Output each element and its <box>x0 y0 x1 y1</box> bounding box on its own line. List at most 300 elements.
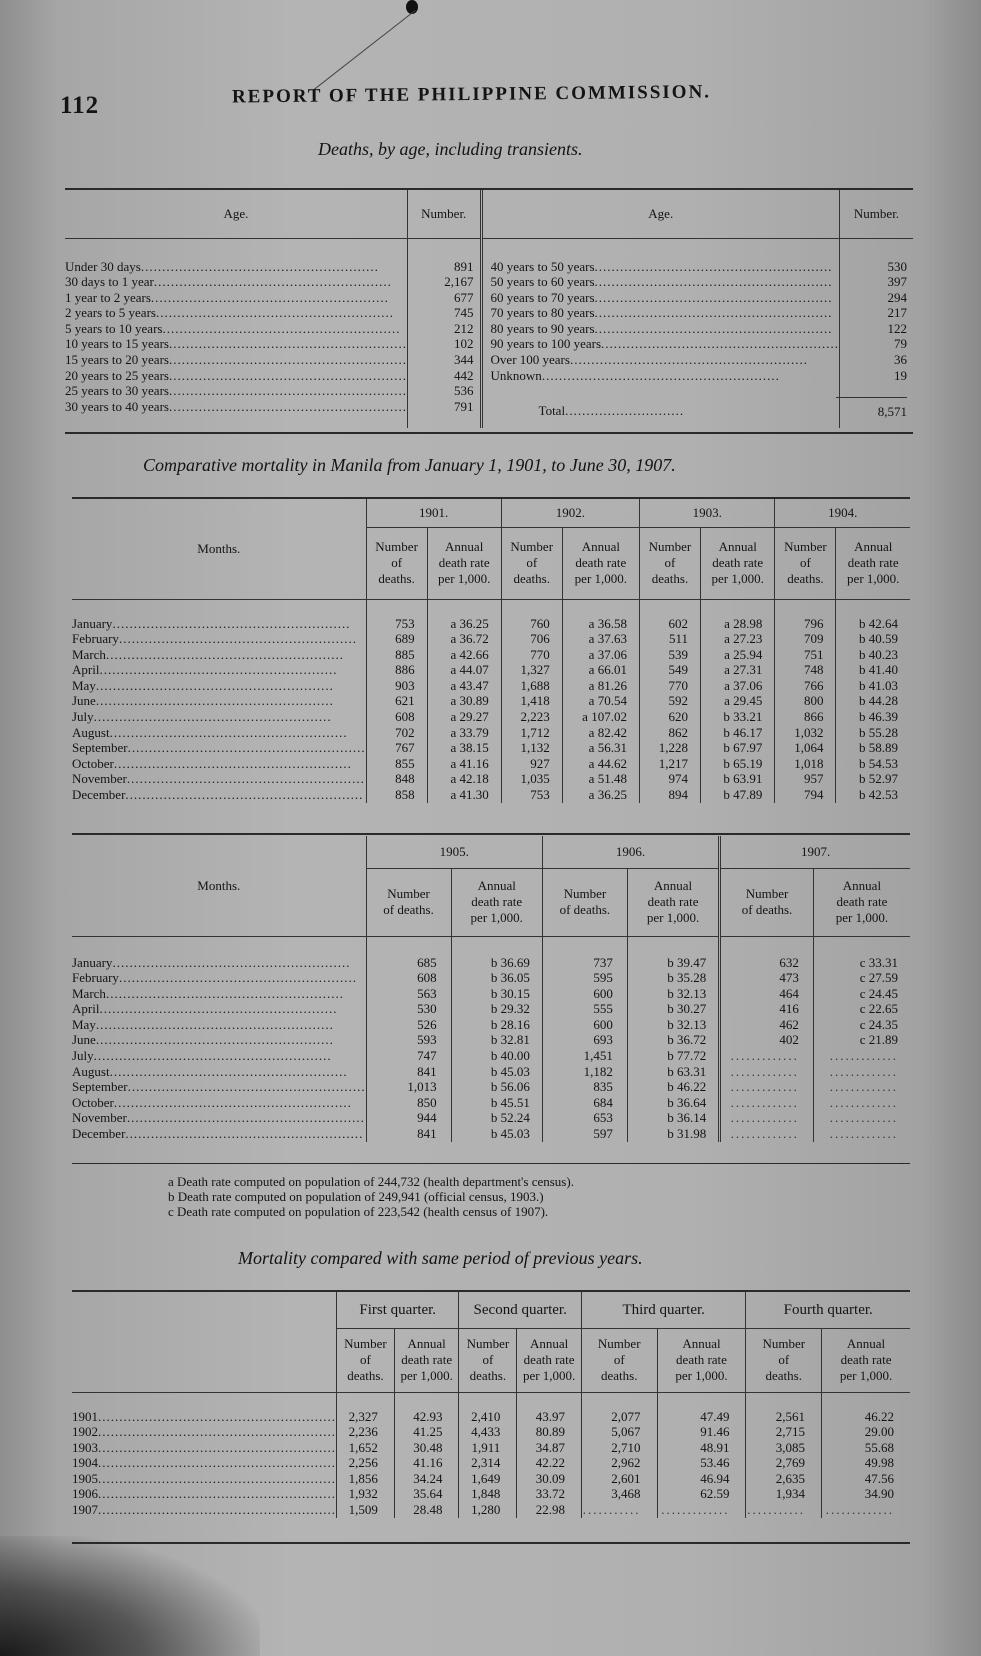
rate-value: a 70.54 <box>588 693 627 709</box>
age-row-label: 1 year to 2 years <box>65 289 151 305</box>
deaths-value: 4,433 <box>471 1424 501 1440</box>
year-header: 1902. <box>501 499 639 527</box>
mortality-1901-1904-table <box>72 499 910 803</box>
number-of-deaths-header <box>542 868 627 936</box>
rate-value: b 67.97 <box>723 740 763 756</box>
month-row-label: March <box>72 985 106 1001</box>
header-line: Number <box>597 1336 641 1351</box>
rate-value: b 63.31 <box>667 1063 707 1079</box>
leader-dots: ........................................................ <box>118 970 357 986</box>
rate-value: a 27.31 <box>724 662 763 678</box>
header-line: of <box>778 1352 790 1367</box>
age-row-label: 30 days to 1 year <box>65 274 154 290</box>
month-row-label: November <box>72 771 127 787</box>
leader-dots: ........................................................ <box>162 320 401 336</box>
month-row <box>72 740 366 756</box>
rate-column <box>700 599 774 803</box>
rate-value: b 56.06 <box>490 1079 530 1095</box>
death-rate-header <box>562 527 639 599</box>
year-row-label: 1903 <box>72 1439 98 1455</box>
month-row <box>72 709 366 725</box>
month-row <box>72 662 366 678</box>
table1-caption: Deaths, by age, including transients. <box>318 139 583 159</box>
year-row-label: 1902 <box>72 1424 98 1440</box>
age-row-label: 10 years to 15 years <box>65 336 169 352</box>
rate-value: 55.68 <box>864 1439 894 1455</box>
header-line: per 1,000. <box>847 571 900 586</box>
leader-dots: ........................................................ <box>594 305 833 321</box>
age-left-labels <box>65 238 407 428</box>
header-line: of <box>360 1352 371 1367</box>
quarter-header: Fourth quarter. <box>746 1292 910 1328</box>
age-row <box>491 290 839 306</box>
rate-value: 34.24 <box>413 1470 443 1486</box>
year-row-label: 1904 <box>72 1455 98 1471</box>
age-count: 891 <box>454 258 474 274</box>
rate-value: a 41.16 <box>450 755 489 771</box>
header-line: Annual <box>581 539 620 554</box>
deaths-value: 885 <box>395 646 415 662</box>
rate-value: 30.09 <box>535 1470 565 1486</box>
year-row-label: 1907 <box>72 1502 98 1518</box>
age-row-label: 25 years to 30 years <box>65 383 169 399</box>
rate-value: 46.94 <box>700 1470 730 1486</box>
age-row-label: 30 years to 40 years <box>65 398 169 414</box>
year-header: 1905. <box>366 836 542 868</box>
blank-cell: ............. <box>730 1094 799 1110</box>
header-line: death rate <box>438 555 490 570</box>
header-line: Number <box>510 539 554 554</box>
deaths-value: 1,064 <box>794 740 824 756</box>
leader-dots: ........................................................ <box>126 1110 365 1126</box>
death-rate-header <box>657 1328 746 1392</box>
rate-value: b 46.39 <box>859 709 898 725</box>
rate-value: c 24.45 <box>859 985 898 1001</box>
rate-value: b 35.28 <box>667 970 707 986</box>
deaths-value: 848 <box>395 771 415 787</box>
page-number: 112 <box>60 92 100 119</box>
table2-caption: Comparative mortality in Manila from January 1, 1901, to June 30, 1907. <box>143 455 676 475</box>
deaths-value: 462 <box>779 1016 799 1032</box>
leader-dots: ........................................................ <box>95 1016 334 1032</box>
deaths-value: 2,327 <box>348 1408 378 1424</box>
year-row-label: 1901 <box>72 1408 98 1424</box>
deaths-value: 1,032 <box>794 724 824 740</box>
year-header: 1901. <box>366 499 501 527</box>
header-line: Number <box>745 886 789 901</box>
rate-value: 41.16 <box>413 1455 443 1471</box>
deaths-value: 858 <box>395 787 415 803</box>
header-line: of <box>526 555 538 570</box>
rate-value: b 28.16 <box>490 1016 530 1032</box>
age-row <box>65 290 407 306</box>
deaths-value: 709 <box>803 631 824 647</box>
total-value: 8,571 <box>877 404 907 420</box>
rate-value: a 36.58 <box>588 615 627 631</box>
age-row <box>65 321 407 337</box>
leader-dots: ........................................................ <box>168 352 407 368</box>
year-row <box>72 1424 336 1440</box>
deaths-value: 2,256 <box>348 1455 378 1471</box>
header-line: Number <box>375 539 418 554</box>
deaths-value: 2,710 <box>611 1439 641 1455</box>
footnote-c: c Death rate computed on population of 223,542 (health census of 1907). <box>168 1204 549 1219</box>
rate-value: b 44.28 <box>859 693 898 709</box>
deaths-value: 684 <box>593 1094 613 1110</box>
blank-cell: ............. <box>829 1110 898 1126</box>
age-row-label: 40 years to 50 years <box>490 258 595 274</box>
blank-cell: ............. <box>730 1110 799 1126</box>
header-line: Number <box>563 886 607 901</box>
header-line: Annual <box>477 878 516 893</box>
leader-dots: ........................................................ <box>601 336 839 352</box>
rate-value: b 45.03 <box>490 1063 530 1079</box>
header-line: Annual <box>445 539 484 554</box>
deaths-value: 608 <box>395 709 415 725</box>
age-row <box>491 336 839 352</box>
deaths-value: 767 <box>395 740 415 756</box>
year-row <box>72 1502 336 1518</box>
rate-value: 91.46 <box>700 1424 730 1440</box>
leader-dots: ........................................................ <box>98 1439 336 1455</box>
deaths-value: 957 <box>803 771 824 787</box>
month-row-label: July <box>72 709 94 725</box>
blank-cell: ........... <box>582 1502 641 1518</box>
leader-dots: ........................................................ <box>98 1455 336 1471</box>
age-row-label: 20 years to 25 years <box>65 367 169 383</box>
rate-value: 34.90 <box>864 1486 894 1502</box>
header-line: Annual <box>718 539 757 554</box>
deaths-value: 927 <box>530 755 550 771</box>
age-row <box>491 321 839 337</box>
month-row <box>72 1001 366 1017</box>
header-line: of deaths. <box>383 902 434 917</box>
deaths-value: 1,932 <box>348 1486 378 1502</box>
rate-value: 33.72 <box>535 1486 565 1502</box>
header-line: death rate <box>647 894 699 909</box>
running-head: REPORT OF THE PHILIPPINE COMMISSION. <box>231 81 712 108</box>
blank-cell: ............. <box>829 1048 898 1064</box>
leader-dots: ........................................................ <box>594 274 833 290</box>
deaths-value: 600 <box>593 1016 613 1032</box>
age-count: 294 <box>887 289 907 305</box>
deaths-value: 685 <box>417 954 437 970</box>
age-row <box>65 274 407 290</box>
deaths-column <box>581 1392 657 1518</box>
deaths-value: 1,327 <box>520 662 550 678</box>
leader-dots: ........................................................ <box>105 646 344 662</box>
rate-value: b 47.89 <box>723 787 763 803</box>
leader-dots: ........................................................ <box>127 1079 366 1095</box>
month-row-label: June <box>72 1032 96 1048</box>
age-row <box>491 368 839 384</box>
deaths-value: 760 <box>530 615 550 631</box>
rate-value: b 40.23 <box>859 646 898 662</box>
rate-value: b 40.00 <box>490 1048 530 1064</box>
rate-value: 34.87 <box>535 1439 565 1455</box>
rate-value: a 33.79 <box>450 724 489 740</box>
death-rate-header <box>813 868 910 936</box>
header-line: per 1,000. <box>400 1368 453 1383</box>
rate-value: b 46.22 <box>667 1079 707 1095</box>
age-row <box>65 336 407 352</box>
deaths-value: 1,280 <box>471 1502 501 1518</box>
blank-cell: ............. <box>661 1502 730 1518</box>
header-line: per 1,000. <box>574 571 628 586</box>
leader-dots: ........................................................ <box>168 336 407 352</box>
age-row <box>65 305 407 321</box>
age-count: 122 <box>887 320 907 336</box>
deaths-column <box>337 1392 395 1518</box>
number-of-deaths-header <box>501 527 562 599</box>
deaths-value: 511 <box>668 631 688 647</box>
rule <box>72 1163 910 1164</box>
month-row <box>72 1032 366 1048</box>
deaths-value: 1,132 <box>520 740 550 756</box>
deaths-value: 3,468 <box>611 1486 641 1502</box>
deaths-value: 2,410 <box>471 1408 501 1424</box>
age-row-label: Under 30 days <box>65 258 141 274</box>
leader-dots: ........................................................ <box>109 1063 348 1079</box>
month-row <box>72 1017 366 1033</box>
leader-dots: ........................................................ <box>98 1470 336 1486</box>
rate-value: 42.22 <box>535 1455 565 1471</box>
age-row <box>491 259 839 275</box>
month-row <box>72 787 366 803</box>
deaths-value: 693 <box>593 1032 613 1048</box>
blank-cell: ............. <box>730 1079 799 1095</box>
scan-shadow <box>0 1536 260 1656</box>
rate-value: b 29.32 <box>490 1001 530 1017</box>
age-count: 36 <box>894 352 907 368</box>
year-row <box>72 1471 336 1487</box>
rate-value: 42.93 <box>413 1408 443 1424</box>
header-line: deaths. <box>469 1368 507 1383</box>
deaths-column <box>775 599 836 803</box>
rate-value: a 56.31 <box>588 740 627 756</box>
number-of-deaths-header <box>639 527 700 599</box>
rate-value: a 37.06 <box>588 646 627 662</box>
rate-value: b 41.40 <box>859 662 898 678</box>
col-age: Age. <box>65 190 407 238</box>
leader-dots: ........................................................ <box>98 1424 336 1440</box>
age-row <box>65 399 407 415</box>
rate-value: b 30.27 <box>667 1001 707 1017</box>
deaths-value: 555 <box>593 1001 613 1017</box>
rate-value: a 28.98 <box>724 615 763 631</box>
blank-cell: ............. <box>829 1126 898 1142</box>
year-row <box>72 1440 336 1456</box>
age-row-label: Unknown <box>490 367 542 383</box>
blank-cell: ............. <box>829 1094 898 1110</box>
year-row <box>72 1455 336 1471</box>
deaths-value: 689 <box>395 631 415 647</box>
deaths-value: 597 <box>593 1126 613 1142</box>
deaths-value: 747 <box>417 1048 437 1064</box>
age-count: 442 <box>454 367 474 383</box>
deaths-value: 2,223 <box>520 709 550 725</box>
death-rate-header <box>700 527 774 599</box>
deaths-column <box>366 599 427 803</box>
month-row-label: April <box>72 1001 100 1017</box>
header-line: per 1,000. <box>839 1368 893 1383</box>
header-line: Number <box>387 886 430 901</box>
header-line: per 1,000. <box>437 571 491 586</box>
leader-dots: ........................................................ <box>127 740 366 756</box>
deaths-value: 563 <box>417 985 437 1001</box>
year-row-label: 1905 <box>72 1470 98 1486</box>
deaths-value: 751 <box>803 646 824 662</box>
month-row-label: October <box>72 755 114 771</box>
rate-value: a 36.25 <box>450 615 489 631</box>
age-count: 397 <box>887 274 907 290</box>
month-row-label: April <box>72 662 100 678</box>
age-count: 2,167 <box>444 274 474 290</box>
rate-value: 43.97 <box>535 1408 565 1424</box>
month-row-label: September <box>72 1079 128 1095</box>
month-labels <box>72 936 366 1142</box>
deaths-value: 2,601 <box>611 1470 641 1486</box>
age-count: 530 <box>887 258 907 274</box>
age-right-labels <box>481 238 839 428</box>
deaths-value: 416 <box>779 1001 799 1017</box>
deaths-value: 855 <box>395 755 415 771</box>
leader-dots: ........................................................ <box>105 985 344 1001</box>
rate-value: a 42.18 <box>450 771 489 787</box>
leader-dots: ........................................................ <box>168 383 407 399</box>
rate-column <box>627 936 719 1142</box>
rate-value: b 46.17 <box>723 724 763 740</box>
rate-value: b 40.59 <box>859 631 898 647</box>
rate-value: b 65.19 <box>723 755 763 771</box>
leader-dots: ........................................................ <box>112 615 351 631</box>
rate-value: a 43.47 <box>450 677 489 693</box>
deaths-value: 2,962 <box>611 1455 641 1471</box>
rate-value: 47.49 <box>700 1408 730 1424</box>
rate-value: a 37.06 <box>724 677 763 693</box>
rate-value: 48.91 <box>700 1439 730 1455</box>
deaths-column <box>542 936 627 1142</box>
month-row-label: December <box>72 787 126 803</box>
rule <box>72 1542 910 1544</box>
deaths-value: 850 <box>417 1094 437 1110</box>
header-line: deaths. <box>513 571 550 586</box>
deaths-value: 2,715 <box>775 1424 806 1440</box>
leader-dots: ........................................................ <box>168 398 407 414</box>
age-count: 791 <box>454 398 474 414</box>
rate-value: a 44.62 <box>588 755 627 771</box>
deaths-value: 841 <box>417 1126 437 1142</box>
blank-cell: ............. <box>730 1063 799 1079</box>
footnote-b: b Death rate computed on population of 249,941 (official census, 1903.) <box>168 1189 544 1204</box>
rule <box>72 833 910 835</box>
rate-value: b 39.47 <box>667 954 707 970</box>
col-age-right: Age. <box>481 190 839 238</box>
rate-value: 47.56 <box>864 1470 894 1486</box>
leader-dots: ........................................................ <box>98 1486 336 1502</box>
header-line: deaths. <box>347 1368 384 1383</box>
header-line: Number <box>648 539 692 554</box>
total-row: Total............................ <box>538 403 685 419</box>
header-line: of <box>800 555 811 570</box>
deaths-value: 632 <box>779 954 799 970</box>
header-line: death rate <box>836 894 888 909</box>
rate-value: c 22.65 <box>859 1001 898 1017</box>
deaths-value: 653 <box>593 1110 613 1126</box>
age-count: 212 <box>454 320 474 336</box>
deaths-value: 974 <box>668 771 688 787</box>
number-of-deaths-header <box>337 1328 395 1392</box>
deaths-value: 706 <box>530 631 550 647</box>
rate-value: b 63.91 <box>723 771 763 787</box>
deaths-column <box>459 1392 517 1518</box>
leader-dots: ........................................................ <box>98 1408 336 1424</box>
age-row-label: 5 years to 10 years <box>65 320 163 336</box>
rate-value: b 36.72 <box>667 1032 707 1048</box>
deaths-value: 1,418 <box>520 693 550 709</box>
rate-value: b 36.64 <box>667 1094 707 1110</box>
header-line: Number <box>762 1336 806 1351</box>
rate-value: b 45.51 <box>490 1094 530 1110</box>
rate-column <box>836 599 910 803</box>
deaths-value: 2,561 <box>775 1408 806 1424</box>
header-line: Annual <box>653 878 693 893</box>
month-labels <box>72 599 366 803</box>
month-row-label: August <box>72 724 110 740</box>
month-row-label: November <box>72 1110 127 1126</box>
deaths-value: 2,077 <box>611 1408 641 1424</box>
rate-value: a 30.89 <box>450 693 489 709</box>
deaths-value: 894 <box>668 787 688 803</box>
year-header: 1907. <box>720 836 910 868</box>
quarterly-mortality-table <box>72 1292 910 1518</box>
leader-dots: ........................................................ <box>569 352 808 368</box>
table3-caption: Mortality compared with same period of previous years. <box>238 1248 643 1268</box>
month-row-label: February <box>72 970 119 986</box>
age-row-label: Over 100 years <box>490 352 570 368</box>
deaths-value: 886 <box>395 662 415 678</box>
age-left-numbers <box>407 238 481 428</box>
age-row-label: 2 years to 5 years <box>65 305 156 321</box>
rate-value: b 41.03 <box>859 677 898 693</box>
rate-value: b 36.05 <box>490 970 530 986</box>
header-line: per 1,000. <box>522 1368 576 1383</box>
deaths-value: 903 <box>395 677 415 693</box>
death-rate-header <box>822 1328 910 1392</box>
age-row <box>65 368 407 384</box>
rate-value: b 77.72 <box>667 1048 707 1064</box>
deaths-value: 866 <box>803 709 824 725</box>
header-line: death rate <box>676 1352 727 1367</box>
deaths-value: 621 <box>395 693 415 709</box>
header-line: death rate <box>401 1352 453 1367</box>
leader-dots: ........................................................ <box>113 1094 352 1110</box>
header-line: of deaths. <box>741 902 793 917</box>
header-line: of <box>391 555 403 570</box>
header-line: deaths. <box>787 571 824 586</box>
deaths-value: 794 <box>803 787 824 803</box>
header-line: per 1,000. <box>470 910 523 925</box>
header-line: death rate <box>575 555 627 570</box>
leader-dots: ........................................................ <box>125 1126 364 1142</box>
rate-value: b 42.53 <box>859 787 898 803</box>
deaths-value: 1,934 <box>775 1486 806 1502</box>
deaths-value: 473 <box>779 970 799 986</box>
deaths-value: 702 <box>395 724 415 740</box>
header-line: Annual <box>846 1336 886 1351</box>
deaths-value: 1,228 <box>658 740 688 756</box>
month-row <box>72 1079 366 1095</box>
